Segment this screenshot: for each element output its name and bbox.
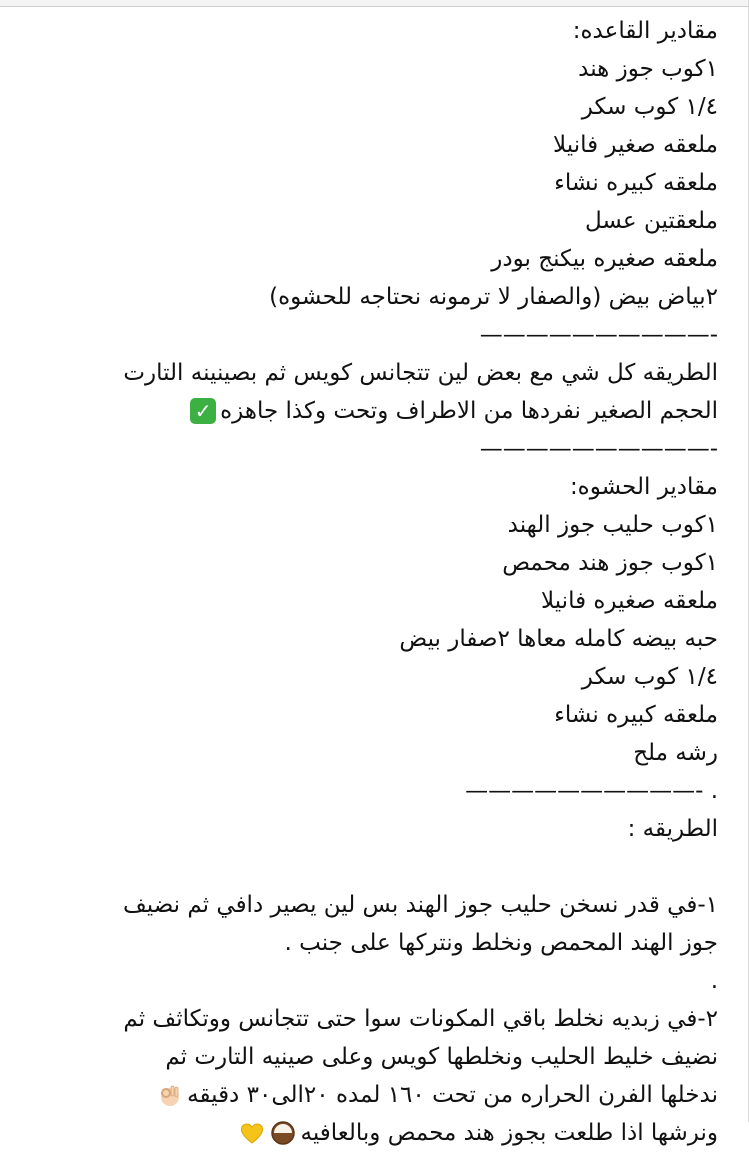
filling-item: ملعقه كبيره نشاء [554,702,718,728]
base-item: ٢بياض بيض (والصفار لا ترمونه نحتاجه للحشوه) [269,284,718,310]
top-edge [0,0,749,7]
yellow-heart-icon [239,1121,265,1145]
base-item: ١كوب جوز هند [578,56,718,82]
recipe-note [28,12,718,1152]
check-mark-button-icon: ✓ [190,398,216,424]
base-heading: مقادير القاعده: [572,18,718,44]
dot-line: . [710,968,718,994]
step2-line-with-hand [28,1076,718,1114]
step2-line: ٢-في زبديه نخلط باقي المكونات سوا حتى تتجانس ووتكاثف ثم [123,1006,718,1032]
blank-line [28,848,718,886]
base-item: ملعقه صغيره بيكنج بودر [491,246,718,272]
base-method-line: الطريقه كل شي مع بعض لين تتجانس كويس ثم بصينينه التارت [123,360,718,386]
step2-text: ونرشها اذا طلعت بجوز هند محمص وبالعافيه [300,1120,718,1146]
filling-item: حبه بيضه كامله معاها ٢صفار بيض [399,626,718,652]
base-item: ملعقه صغير فانيلا [553,132,718,158]
step2-text: ندخلها الفرن الحراره من تحت ١٦٠ لمده ٢٠الى٣٠ دقيقه [187,1082,718,1108]
base-item: ١/٤ كوب سكر [581,94,718,120]
filling-heading: مقادير الحشوه: [569,474,718,500]
filling-item: رشه ملح [633,740,718,766]
base-method-line-with-check [28,392,718,430]
base-item: ملعقه كبيره نشاء [554,170,718,196]
step2-line-with-icons [28,1114,718,1152]
filling-item: ١/٤ كوب سكر [581,664,718,690]
filling-item: ١كوب حليب جوز الهند [507,512,718,538]
divider: ——————————- . [465,778,718,804]
step1-line: جوز الهند المحمص ونخلط ونتركها على جنب . [284,930,718,956]
base-item: ملعقتين عسل [584,208,718,234]
filling-item: ملعقه صغيره فانيلا [541,588,718,614]
coconut-icon [269,1120,297,1146]
filling-method-heading: الطريقه : [627,816,718,842]
base-method-text: الحجم الصغير نفردها من الاطراف وتحت وكذا جاهزه [220,398,718,424]
filling-item: ١كوب جوز هند محمص [502,550,718,576]
divider: ——————————- [479,322,718,348]
step1-line: ١-في قدر نسخن حليب جوز الهند بس لين يصير دافي ثم نضيف [122,892,718,918]
step2-line: نضيف خليط الحليب ونخلطها كويس وعلى صينيه التارت ثم [165,1044,718,1070]
ok-hand-icon [157,1082,183,1108]
divider: ——————————- [479,436,718,462]
